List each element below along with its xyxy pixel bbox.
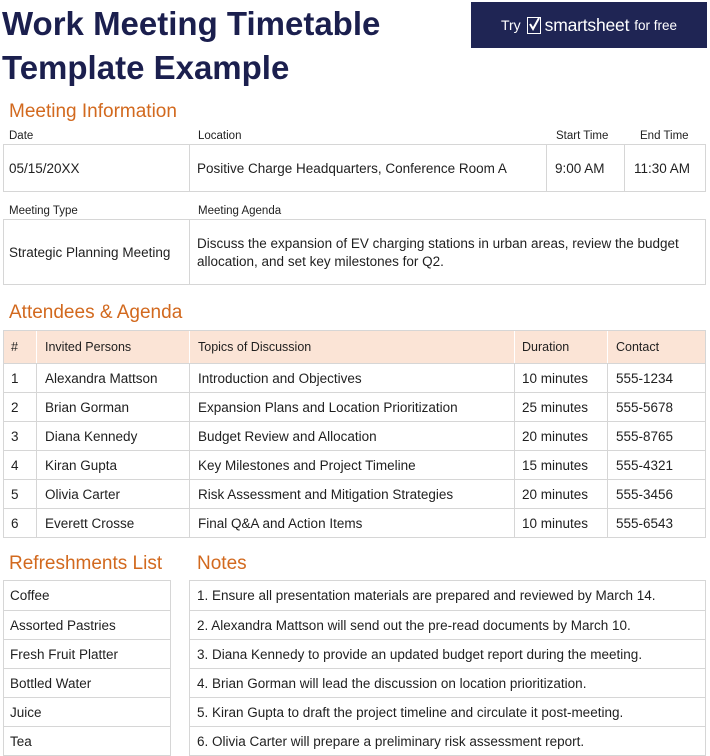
divider <box>514 393 515 421</box>
invited-person: Brian Gorman <box>45 399 130 415</box>
table-header-row <box>4 331 705 363</box>
smartsheet-banner[interactable] <box>471 2 707 48</box>
divider <box>189 219 190 285</box>
contact: 555-6543 <box>616 515 674 531</box>
table-row[interactable] <box>4 392 705 421</box>
contact: 555-8765 <box>616 428 674 444</box>
list-item[interactable]: Tea <box>4 726 170 755</box>
duration: 15 minutes <box>522 457 589 473</box>
invited-person: Olivia Carter <box>45 486 121 502</box>
page-title <box>2 2 472 90</box>
divider <box>624 144 625 192</box>
row-number: 5 <box>11 486 19 502</box>
divider <box>607 393 608 421</box>
duration: 25 minutes <box>522 399 589 415</box>
list-item[interactable]: 3. Diana Kennedy to provide an updated budget report during the meeting. <box>190 639 705 668</box>
contact: 555-3456 <box>616 486 674 502</box>
list-item[interactable]: Coffee <box>10 588 50 603</box>
start-time-label: Start Time <box>556 130 609 142</box>
duration: 10 minutes <box>522 515 589 531</box>
end-time-value[interactable]: 11:30 AM <box>634 160 691 176</box>
smartsheet-logo-icon <box>527 17 541 34</box>
divider <box>514 480 515 508</box>
invited-person: Alexandra Mattson <box>45 370 158 386</box>
table-row[interactable] <box>4 450 705 479</box>
notes-list <box>189 580 706 756</box>
table-row[interactable] <box>4 363 705 392</box>
divider <box>607 422 608 450</box>
divider <box>607 364 608 392</box>
row-number: 2 <box>11 399 19 415</box>
list-item[interactable]: 1. Ensure all presentation materials are prepared and reviewed by March 14. <box>197 588 656 603</box>
row-number: 1 <box>11 370 19 386</box>
divider <box>189 331 190 363</box>
location-value[interactable]: Positive Charge Headquarters, Conference Room A <box>197 160 507 176</box>
meeting-agenda-label: Meeting Agenda <box>198 205 282 217</box>
duration: 10 minutes <box>522 370 589 386</box>
row-number: 6 <box>11 515 19 531</box>
divider <box>546 144 547 192</box>
contact: 555-5678 <box>616 399 674 415</box>
divider <box>36 451 37 479</box>
divider <box>189 509 190 537</box>
list-item[interactable]: Juice <box>4 697 170 726</box>
discussion-topic: Final Q&A and Action Items <box>198 515 363 531</box>
discussion-topic: Risk Assessment and Mitigation Strategies <box>198 486 454 502</box>
invited-person: Diana Kennedy <box>45 428 138 444</box>
table-row[interactable] <box>4 421 705 450</box>
date-label: Date <box>9 130 34 142</box>
column-header-topics: Topics of Discussion <box>198 340 312 354</box>
divider <box>36 422 37 450</box>
start-time-value[interactable]: 9:00 AM <box>555 160 605 176</box>
discussion-topic: Key Milestones and Project Timeline <box>198 457 416 473</box>
discussion-topic: Expansion Plans and Location Prioritization <box>198 399 458 415</box>
refreshments-heading: Refreshments List <box>9 553 163 574</box>
divider <box>514 331 515 363</box>
row-number: 3 <box>11 428 19 444</box>
discussion-topic: Introduction and Objectives <box>198 370 362 386</box>
end-time-label: End Time <box>640 130 689 142</box>
list-item[interactable]: Fresh Fruit Platter <box>4 639 170 668</box>
divider <box>36 509 37 537</box>
page-title-line-1: Work Meeting Timetable <box>2 5 381 42</box>
list-item[interactable]: 5. Kiran Gupta to draft the project timeline and circulate it post-meeting. <box>190 697 705 726</box>
attendees-table <box>3 330 706 538</box>
divider <box>189 451 190 479</box>
divider <box>607 509 608 537</box>
column-header-duration: Duration <box>522 340 570 354</box>
divider <box>607 331 608 363</box>
divider <box>607 451 608 479</box>
duration: 20 minutes <box>522 428 589 444</box>
divider <box>514 364 515 392</box>
contact: 555-1234 <box>616 370 674 386</box>
column-header-invited-persons: Invited Persons <box>45 340 132 354</box>
duration: 20 minutes <box>522 486 589 502</box>
divider <box>189 393 190 421</box>
location-label: Location <box>198 130 242 142</box>
divider <box>36 480 37 508</box>
contact: 555-4321 <box>616 457 674 473</box>
divider <box>514 451 515 479</box>
column-header-contact: Contact <box>616 340 660 354</box>
invited-person: Everett Crosse <box>45 515 135 531</box>
date-value[interactable]: 05/15/20XX <box>9 160 80 176</box>
discussion-topic: Budget Review and Allocation <box>198 428 377 444</box>
divider <box>36 331 37 363</box>
banner-brand-name: smartsheet <box>544 14 630 35</box>
table-row[interactable] <box>4 479 705 508</box>
meeting-type-value[interactable]: Strategic Planning Meeting <box>9 244 171 260</box>
meeting-type-label: Meeting Type <box>9 205 78 217</box>
row-number: 4 <box>11 457 19 473</box>
divider <box>607 480 608 508</box>
divider <box>514 509 515 537</box>
divider <box>36 393 37 421</box>
divider <box>36 364 37 392</box>
meeting-information-heading: Meeting Information <box>9 101 177 122</box>
list-item[interactable]: Assorted Pastries <box>4 610 170 639</box>
meeting-agenda-value[interactable]: Discuss the expansion of EV charging stations in urban areas, review the budget allocation, and set key milestones for Q2. <box>197 236 679 269</box>
column-header-number: # <box>11 340 18 354</box>
divider <box>514 422 515 450</box>
attendees-agenda-heading: Attendees & Agenda <box>9 302 183 323</box>
list-item[interactable]: 2. Alexandra Mattson will send out the pre-read documents by March 10. <box>190 610 705 639</box>
notes-heading: Notes <box>197 553 247 574</box>
invited-person: Kiran Gupta <box>45 457 118 473</box>
list-item[interactable]: 4. Brian Gorman will lead the discussion on location prioritization. <box>190 668 705 697</box>
table-row[interactable] <box>4 508 705 537</box>
divider <box>189 364 190 392</box>
banner-try-text: Try <box>500 17 521 33</box>
page-title-line-2: Template Example <box>2 49 290 86</box>
list-item[interactable]: 6. Olivia Carter will prepare a preliminary risk assessment report. <box>190 726 705 755</box>
refreshments-list <box>3 580 171 756</box>
banner-suffix-text: for free <box>634 17 678 33</box>
divider <box>189 480 190 508</box>
list-item[interactable]: Bottled Water <box>4 668 170 697</box>
divider <box>189 422 190 450</box>
